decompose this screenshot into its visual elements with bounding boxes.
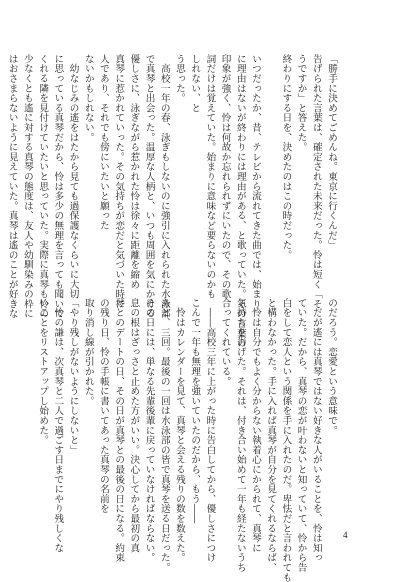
text-line: くれる隣を見付けていたいと思っていた。実際に真琴も怜の — [37, 54, 49, 319]
text-line: 詞だけは覚えていた。始まりに意味など要らないのかも — [204, 54, 216, 299]
text-line: 息の根はざっさと止めた方がいい。決心してから最初の真 — [128, 298, 140, 553]
text-line: いつだったか、昔、テレビから流れてきた曲では、始まり — [249, 54, 261, 309]
text-line: 怜は自分でもよく分からない執着心にかられて、真琴に — [249, 298, 261, 553]
text-line: 白をして恋人という関係を手に入れたのだ。卑怯だと言われても — [280, 298, 292, 582]
text-line: いことをリストアップし始めた。 — [37, 298, 49, 445]
text-line: しれない、と — [189, 54, 201, 113]
text-line: ――高校三年に上がった時に告白してから、優しさにつけ — [204, 298, 216, 563]
text-line: その日には、単なる先輩後輩に戻っていなければならない。 — [143, 298, 155, 563]
text-line: う思った。 — [173, 54, 185, 103]
text-line: 「勝手に決めてごめんね。東京に行くんだ」 — [326, 54, 337, 250]
text-line — [263, 54, 278, 266]
text-line: ていた。だから、真琴の恋が叶わないと知っていて、怜から告 — [295, 298, 307, 573]
text-line: で真琴と出会った。温厚な人柄と、いつも周囲を気にかける — [143, 54, 155, 319]
text-line: 真琴に惹かれていった。その気持ちが恋だと気づいた時に — [113, 54, 125, 309]
text-line: 取り消し線が引かれた。 — [82, 298, 94, 406]
page-number: 4 — [343, 530, 348, 540]
text-line: 幼なじみの遙をはたから見ても過保護なくらいに大切 — [67, 54, 79, 299]
text-line: 印象が強く、怜は何故か忘れられずにいたので、その歌 — [219, 54, 231, 299]
text-line: 優しさに、泳ぎながら惹かれた怜は徐々に距離を縮め — [128, 54, 140, 290]
text-line: に理由はないが終わりには理由がある、と歌っていた。その言葉の — [234, 54, 246, 348]
text-line: 琴とのデートの日、その日が真琴との最後の日になる。約束 — [113, 298, 125, 563]
text-line: 告げられた言葉は、確定された未来だった。怜は短く「そ — [310, 54, 322, 309]
text-line: 怜はカレンダーを見て、真琴と会える残りの数を数えた。 — [173, 298, 185, 563]
text-line: に思っている真琴だから、怜は多少の無理を言っても聞いて — [52, 54, 64, 319]
text-line: 人であり、それでも傍にいたいと願った — [97, 54, 109, 231]
text-line: うですか」と答えた。 — [295, 54, 307, 152]
text-line: と構わなかった。手に入れば真琴が自分を見てくれるならば、 — [265, 298, 277, 573]
text-line: だが遙には真琴ではない好きな人がいることを、怜は知っ — [310, 298, 322, 563]
text-line: の残り日、怜の手帳に書いてあった真琴の名前を — [97, 298, 109, 514]
text-line: 終わりにする日を、決めたのはこの時だった。 — [280, 54, 292, 260]
text-line: 高校一年の春、泳ぎもしないのに強引に入れられた水泳部 — [158, 54, 170, 319]
text-line: 少なくとも遙に対する真琴の態度は、友人や幼馴染みの枠に — [21, 54, 33, 319]
text-line: はおさまらないように見えていた。真琴は遙のことが好きな — [6, 54, 18, 319]
lower-text-block — [37, 298, 339, 582]
text-line: のだろう。恋愛という意味で。 — [326, 298, 337, 436]
text-line: 気持ちを告げた。それは、付き合い始めて一年も経たないうち — [234, 298, 246, 573]
text-line: ないかもしれない。 — [82, 54, 94, 143]
text-line: こんで一年も無理を強いていたのだから、もう―― — [189, 298, 201, 524]
text-line: あと、三回。最後の一回は水泳部の皆で真琴を送る日だった。 — [158, 298, 170, 573]
text-line: 合ってくれている。 — [219, 298, 231, 387]
text-line: 怜の謙は、次真琴と二人で過ごす日までにやり残しくな — [52, 298, 64, 553]
text-line: 「やり残しがないようにしないと」 — [67, 298, 79, 455]
